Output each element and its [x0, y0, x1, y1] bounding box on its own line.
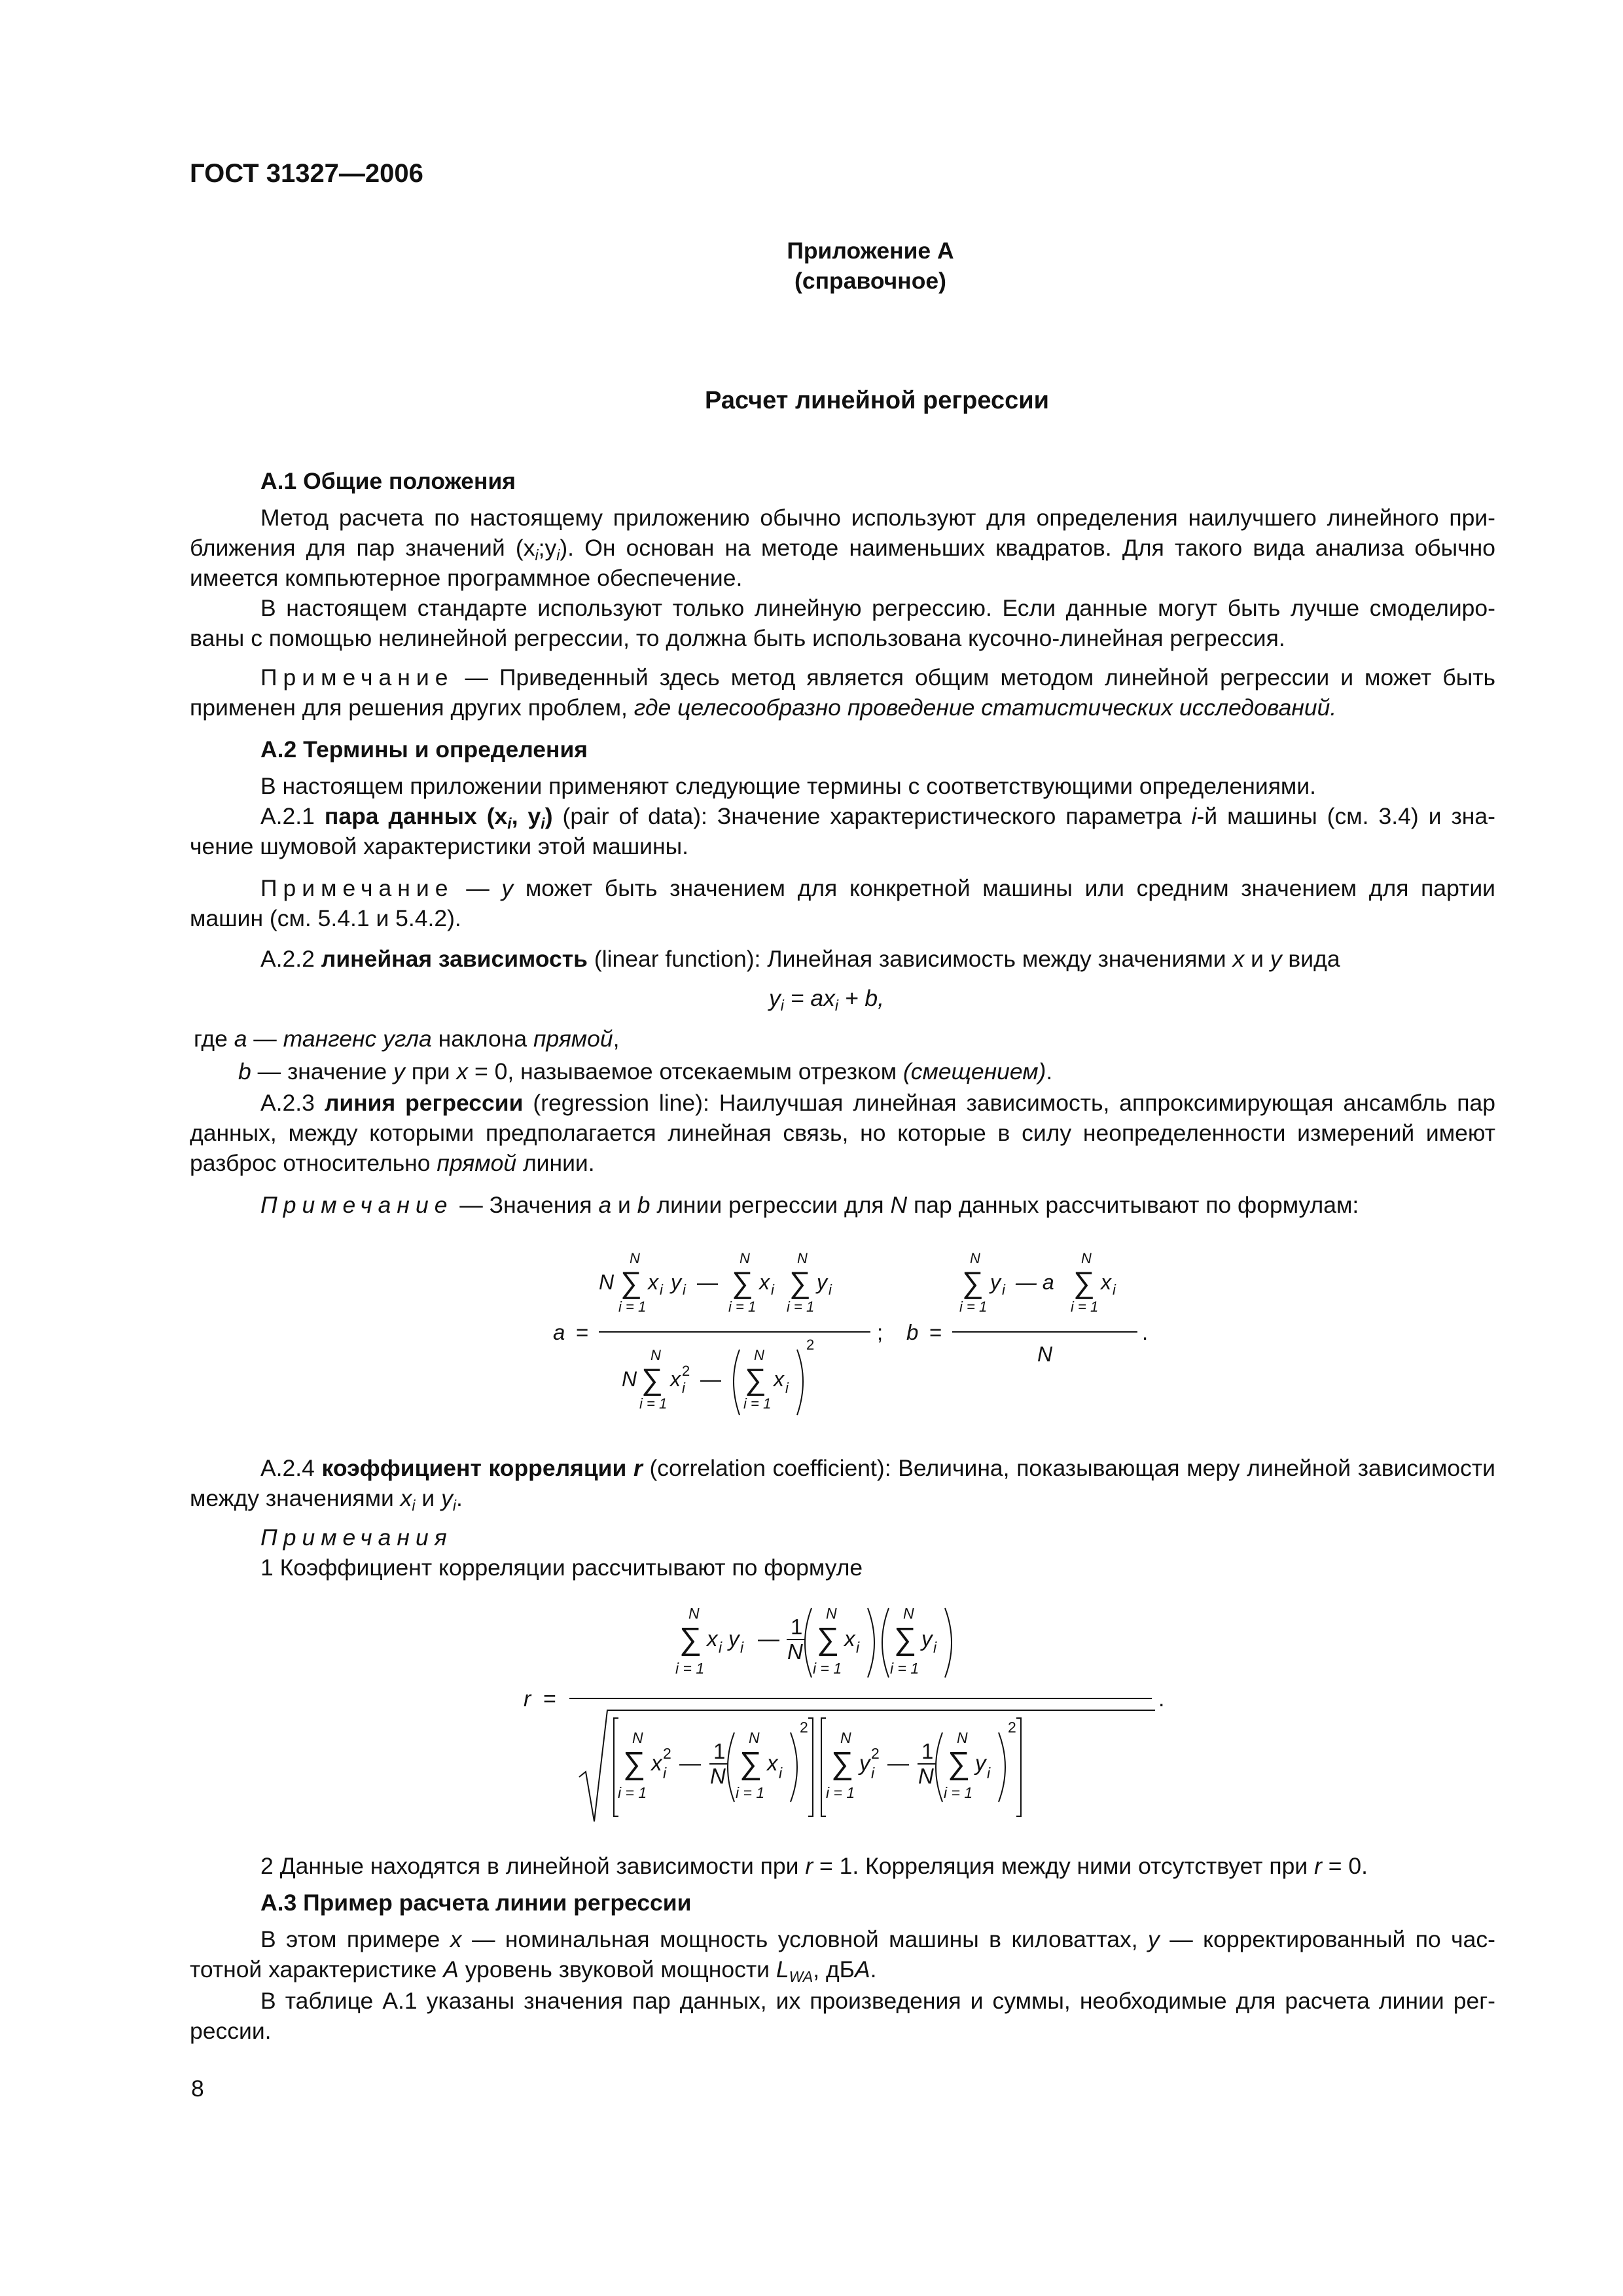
svg-text:∑: ∑ — [623, 1746, 646, 1781]
svg-text:N: N — [840, 1729, 851, 1746]
svg-text:.: . — [1158, 1687, 1165, 1712]
svg-text:i: i — [660, 1282, 663, 1298]
svg-text:i = 1: i = 1 — [1071, 1299, 1099, 1315]
term-correlation-coefficient: А.2.4 коэффициент корреляции r (correlation coefficient): Величина, показывающая меру линейной зависимости между значениями $x_i$ и $y_i$. — [190, 1455, 1495, 1514]
svg-text:x: x — [774, 1367, 784, 1391]
formula-b-symbol: b — [906, 1320, 919, 1344]
note-2: 2 Данные находятся в линейной зависимости при r = 1. Корреляция между ними отсутствует при r = 0. — [260, 1853, 1368, 1879]
svg-text:2: 2 — [806, 1336, 815, 1353]
svg-text:=: = — [929, 1320, 942, 1344]
svg-text:— a: — a — [1016, 1270, 1054, 1294]
svg-text:∑: ∑ — [962, 1265, 984, 1299]
svg-text:∑: ∑ — [732, 1265, 753, 1299]
svg-text:∑: ∑ — [641, 1362, 663, 1396]
svg-text:N: N — [710, 1764, 726, 1788]
svg-text:i = 1: i = 1 — [787, 1299, 815, 1315]
svg-text:i = 1: i = 1 — [959, 1299, 988, 1315]
svg-text:N: N — [754, 1347, 764, 1363]
svg-text:N: N — [688, 1605, 700, 1622]
svg-text:∑: ∑ — [948, 1746, 971, 1781]
notes-label: Примечания — [260, 1524, 453, 1551]
term-pair-of-data-note: Примечание — y может быть значением для конкретной машины или средним значением для партии машин (см. 5.4.1 и 5.4.2). — [190, 875, 1495, 931]
svg-text:—: — — [697, 1270, 718, 1294]
svg-text:x: x — [707, 1626, 718, 1651]
svg-text:∑: ∑ — [745, 1362, 766, 1396]
svg-text:;: ; — [877, 1320, 883, 1344]
svg-text:—: — — [700, 1367, 721, 1391]
svg-text:N: N — [903, 1605, 914, 1622]
svg-text:y: y — [817, 1270, 827, 1294]
svg-text:i = 1: i = 1 — [675, 1660, 705, 1677]
svg-text:N: N — [826, 1605, 837, 1622]
regression-note: Примечание — Значения a и b линии регрессии для N пар данных рассчитывают по формулам: — [260, 1192, 1359, 1218]
formula-a-symbol: a — [553, 1320, 565, 1344]
svg-text:y: y — [990, 1270, 1001, 1294]
where-a-line: где a — тангенс угла наклона прямой, — [194, 1026, 620, 1052]
section-a3-heading: А.3 Пример расчета линии регрессии — [260, 1890, 692, 1916]
svg-text:x: x — [648, 1270, 658, 1294]
section-a1-note: Примечание — Приведенный здесь метод является общим методом линейной регрессии и может быть применен для решения других проблем, где целесообразно проведение статистических исследований. — [190, 664, 1495, 721]
section-a1-heading: А.1 Общие положения — [260, 468, 516, 494]
svg-text:2: 2 — [1008, 1719, 1016, 1736]
svg-text:i: i — [1113, 1282, 1116, 1298]
svg-text:i = 1: i = 1 — [736, 1784, 765, 1801]
svg-text:i = 1: i = 1 — [813, 1660, 842, 1677]
svg-text:i = 1: i = 1 — [944, 1784, 973, 1801]
svg-text:N: N — [918, 1764, 934, 1788]
svg-text:N: N — [632, 1729, 643, 1746]
svg-text:y: y — [859, 1751, 870, 1775]
svg-text:i: i — [871, 1765, 875, 1782]
svg-text:—: — — [679, 1751, 701, 1775]
svg-text:i: i — [829, 1282, 832, 1298]
svg-text:i: i — [933, 1639, 937, 1656]
svg-text:N: N — [957, 1729, 968, 1746]
svg-text:i: i — [719, 1639, 722, 1656]
svg-text:N: N — [749, 1729, 760, 1746]
svg-text:N: N — [970, 1250, 980, 1266]
svg-text:N: N — [599, 1270, 615, 1294]
term-pair-of-data: А.2.1 пара данных ($x_i$, $y_i$) (pair of data): Значение характеристического параметра i-й машины (см. 3.4) и значение шумовой характеристики этой машины. — [190, 803, 1495, 859]
section-a2-heading: А.2 Термины и определения — [260, 736, 588, 762]
appendix-type: (справочное) — [794, 268, 946, 294]
section-a3-paragraph-1: В этом примере x — номинальная мощность условной машины в киловаттах, y — корректированный по частотной характеристике A уровень звуковой мощности $L_{WA}$, дБA. — [190, 1926, 1495, 1985]
svg-text:x: x — [844, 1626, 855, 1651]
svg-text:x: x — [651, 1751, 662, 1775]
svg-text:2: 2 — [800, 1719, 808, 1736]
svg-text:i: i — [1002, 1282, 1005, 1298]
appendix-title: Расчет линейной регрессии — [704, 387, 1050, 414]
section-a1-paragraph-2: В настоящем стандарте используют только линейную регрессию. Если данные могут быть лучше смоделированы с помощью нелинейной регрессии, то должна быть использована кусочно-линейная регрессия. — [190, 595, 1495, 651]
section-a1-paragraph-1: Метод расчета по настоящему приложению обычно используют для определения наилучшего линейного приближения для пар значений $(x_i;y_i)$. Он основан на методе наименьших квадратов. Для такого вида анализа обычно имеется компьютерное программное обеспечение. — [190, 505, 1495, 591]
svg-text:∑: ∑ — [894, 1622, 917, 1657]
svg-text:i: i — [683, 1282, 686, 1298]
svg-text:x: x — [670, 1367, 681, 1391]
svg-text:N: N — [622, 1367, 637, 1391]
svg-text:i = 1: i = 1 — [743, 1395, 772, 1412]
svg-text:N: N — [1081, 1250, 1092, 1266]
svg-text:N: N — [1037, 1342, 1053, 1366]
svg-text:=: = — [576, 1320, 589, 1344]
formula-a-b — [543, 1244, 1171, 1433]
section-a3-paragraph-2: В таблице А.1 указаны значения пар данных, их произведения и суммы, необходимые для расчета линии регрессии. — [190, 1988, 1495, 2044]
formula-r-symbol: r — [524, 1687, 531, 1712]
svg-text:i: i — [682, 1380, 685, 1396]
svg-text:N: N — [651, 1347, 661, 1363]
page-number: 8 — [191, 2075, 204, 2102]
svg-text:1: 1 — [713, 1739, 726, 1763]
svg-text:∑: ∑ — [789, 1265, 811, 1299]
section-a2-intro: В настоящем приложении применяют следующие термины с соответствующими определениями. — [260, 773, 1317, 799]
svg-text:x: x — [759, 1270, 770, 1294]
where-b-line: b — значение y при x = 0, называемое отсекаемым отрезком (смещением). — [238, 1058, 1053, 1085]
svg-text:∑: ∑ — [679, 1622, 702, 1657]
svg-text:N: N — [630, 1250, 640, 1266]
svg-text:1: 1 — [921, 1739, 934, 1763]
note-1: 1 Коэффициент корреляции рассчитывают по формуле — [260, 1554, 863, 1581]
svg-text:i = 1: i = 1 — [618, 1299, 647, 1315]
svg-text:i: i — [785, 1380, 789, 1396]
svg-text:y: y — [975, 1751, 986, 1775]
svg-text:y: y — [921, 1626, 933, 1651]
svg-text:∑: ∑ — [740, 1746, 762, 1781]
svg-text:i = 1: i = 1 — [618, 1784, 647, 1801]
svg-text:i = 1: i = 1 — [639, 1395, 668, 1412]
svg-text:y: y — [728, 1626, 740, 1651]
svg-text:2: 2 — [663, 1745, 671, 1762]
appendix-label: Приложение А — [787, 238, 954, 264]
term-linear-function: А.2.2 линейная зависимость (linear function): Линейная зависимость между значениями x и y вида — [260, 946, 1340, 972]
svg-text:.: . — [1142, 1320, 1149, 1344]
svg-text:∑: ∑ — [831, 1746, 854, 1781]
linear-function-formula: $y_i = ax_i + b$, — [769, 985, 885, 1014]
svg-text:i: i — [856, 1639, 860, 1656]
svg-text:∑: ∑ — [620, 1265, 642, 1299]
svg-text:1: 1 — [791, 1615, 803, 1639]
svg-text:N: N — [787, 1640, 803, 1664]
svg-text:i = 1: i = 1 — [890, 1660, 919, 1677]
svg-text:x: x — [1101, 1270, 1111, 1294]
svg-text:=: = — [543, 1687, 556, 1712]
svg-text:—: — — [887, 1751, 909, 1775]
svg-text:i: i — [663, 1765, 667, 1782]
svg-text:2: 2 — [871, 1745, 880, 1762]
svg-text:N: N — [740, 1250, 750, 1266]
svg-text:2: 2 — [682, 1363, 690, 1379]
term-regression-line: А.2.3 линия регрессии (regression line): Наилучшая линейная зависимость, аппроксимирующая ансамбль пар данных, между которыми предполагается линейная связь, но которые в силу неопределенности измерений имеют разброс относительно прямой линии. — [190, 1090, 1495, 1176]
formula-correlation — [510, 1594, 1191, 1829]
svg-text:—: — — [758, 1626, 779, 1651]
svg-text:i: i — [740, 1639, 744, 1656]
svg-text:i = 1: i = 1 — [826, 1784, 855, 1801]
svg-text:N: N — [797, 1250, 808, 1266]
svg-text:i = 1: i = 1 — [728, 1299, 757, 1315]
svg-text:∑: ∑ — [1073, 1265, 1095, 1299]
svg-text:∑: ∑ — [817, 1622, 840, 1657]
svg-text:i: i — [987, 1765, 991, 1782]
standard-number: ГОСТ 31327—2006 — [190, 159, 423, 188]
svg-text:x: x — [767, 1751, 778, 1775]
svg-text:i: i — [779, 1765, 783, 1782]
svg-text:y: y — [671, 1270, 681, 1294]
svg-text:i: i — [771, 1282, 774, 1298]
